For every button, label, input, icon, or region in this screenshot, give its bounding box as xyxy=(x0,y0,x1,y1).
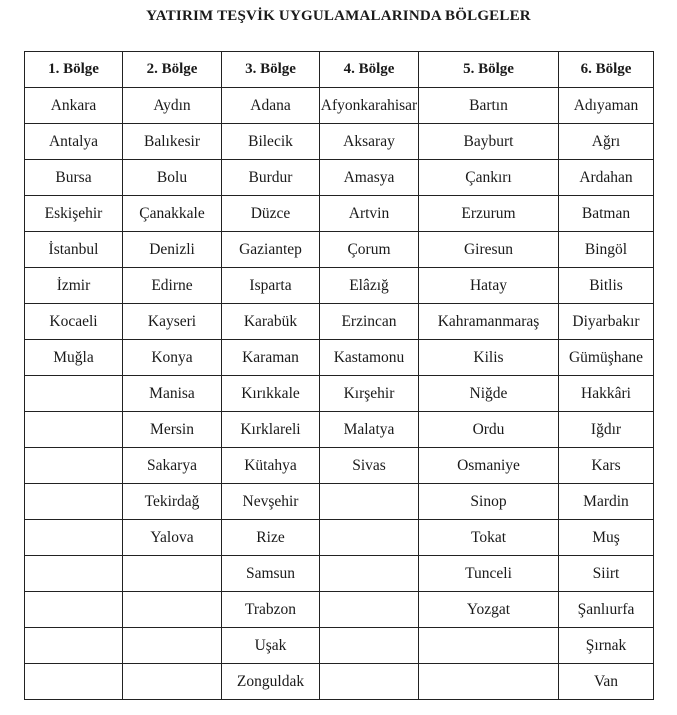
table-cell xyxy=(320,628,419,664)
table-header-row xyxy=(25,52,654,88)
table-cell: Muş xyxy=(559,520,654,556)
table-cell xyxy=(25,448,123,484)
table-cell: Karabük xyxy=(222,304,320,340)
table-cell: Kırklareli xyxy=(222,412,320,448)
table-cell: Zonguldak xyxy=(222,664,320,700)
table-cell: Denizli xyxy=(123,232,222,268)
table-body xyxy=(25,88,654,700)
table-cell: Kilis xyxy=(419,340,559,376)
table-row xyxy=(25,376,654,412)
table-cell: Trabzon xyxy=(222,592,320,628)
table-cell: Muğla xyxy=(25,340,123,376)
table-cell: Balıkesir xyxy=(123,124,222,160)
document-title: YATIRIM TEŞVİK UYGULAMALARINDA BÖLGELER xyxy=(146,8,531,24)
table-cell: Şırnak xyxy=(559,628,654,664)
table-cell: Iğdır xyxy=(559,412,654,448)
table-row xyxy=(25,412,654,448)
table-cell: Çankırı xyxy=(419,160,559,196)
table-cell: Bayburt xyxy=(419,124,559,160)
table-cell xyxy=(25,664,123,700)
table-cell: Mersin xyxy=(123,412,222,448)
table-cell: Adıyaman xyxy=(559,88,654,124)
column-header: 5. Bölge xyxy=(419,52,559,88)
table-cell xyxy=(320,664,419,700)
table-cell: Uşak xyxy=(222,628,320,664)
table-cell: Hatay xyxy=(419,268,559,304)
table-cell: Niğde xyxy=(419,376,559,412)
table-cell: Giresun xyxy=(419,232,559,268)
table-cell: Gaziantep xyxy=(222,232,320,268)
table-cell: Nevşehir xyxy=(222,484,320,520)
table-cell: Sakarya xyxy=(123,448,222,484)
table-cell: Düzce xyxy=(222,196,320,232)
table-row xyxy=(25,556,654,592)
table-cell: Bitlis xyxy=(559,268,654,304)
column-header: 2. Bölge xyxy=(123,52,222,88)
table-cell: Van xyxy=(559,664,654,700)
table-cell: İstanbul xyxy=(25,232,123,268)
table-cell xyxy=(123,592,222,628)
table-cell: Artvin xyxy=(320,196,419,232)
table-cell: Bartın xyxy=(419,88,559,124)
table-cell: Batman xyxy=(559,196,654,232)
table-cell: Tokat xyxy=(419,520,559,556)
table-cell: Hakkâri xyxy=(559,376,654,412)
table-row xyxy=(25,196,654,232)
table-row xyxy=(25,520,654,556)
table-row xyxy=(25,592,654,628)
table-cell: Bingöl xyxy=(559,232,654,268)
table-row xyxy=(25,304,654,340)
table-cell: Edirne xyxy=(123,268,222,304)
table-cell: Manisa xyxy=(123,376,222,412)
table-cell: Kars xyxy=(559,448,654,484)
table-cell: Kastamonu xyxy=(320,340,419,376)
table-cell: Karaman xyxy=(222,340,320,376)
table-cell xyxy=(123,628,222,664)
table-cell: Kırıkkale xyxy=(222,376,320,412)
table-cell: Tekirdağ xyxy=(123,484,222,520)
table-cell: Kahramanmaraş xyxy=(419,304,559,340)
table-cell: Yalova xyxy=(123,520,222,556)
table-cell: Sivas xyxy=(320,448,419,484)
table-cell: Kırşehir xyxy=(320,376,419,412)
table-cell: Erzincan xyxy=(320,304,419,340)
table-cell: Rize xyxy=(222,520,320,556)
table-cell xyxy=(25,592,123,628)
table-row xyxy=(25,484,654,520)
table-cell xyxy=(320,592,419,628)
table-cell xyxy=(25,484,123,520)
table-cell: İzmir xyxy=(25,268,123,304)
table-cell: Afyonkarahisar xyxy=(320,88,419,124)
table-cell xyxy=(123,664,222,700)
table-cell: Elâzığ xyxy=(320,268,419,304)
table-cell xyxy=(25,412,123,448)
table-cell: Siirt xyxy=(559,556,654,592)
table-cell: Kütahya xyxy=(222,448,320,484)
column-header: 4. Bölge xyxy=(320,52,419,88)
table-cell: Aksaray xyxy=(320,124,419,160)
table-cell: Ordu xyxy=(419,412,559,448)
table-cell: Ardahan xyxy=(559,160,654,196)
table-cell: Malatya xyxy=(320,412,419,448)
table-row xyxy=(25,124,654,160)
table-cell: Adana xyxy=(222,88,320,124)
table-cell xyxy=(25,520,123,556)
table-cell xyxy=(320,556,419,592)
table-row xyxy=(25,160,654,196)
table-row xyxy=(25,88,654,124)
table-cell: Şanlıurfa xyxy=(559,592,654,628)
table-cell: Diyarbakır xyxy=(559,304,654,340)
table-cell: Ağrı xyxy=(559,124,654,160)
table-cell: Aydın xyxy=(123,88,222,124)
table-row xyxy=(25,268,654,304)
table-cell: Erzurum xyxy=(419,196,559,232)
table-cell: Yozgat xyxy=(419,592,559,628)
table-row xyxy=(25,664,654,700)
table-cell: Çorum xyxy=(320,232,419,268)
table-cell: Burdur xyxy=(222,160,320,196)
table-row xyxy=(25,628,654,664)
column-header: 6. Bölge xyxy=(559,52,654,88)
table-cell: Ankara xyxy=(25,88,123,124)
table-cell: Çanakkale xyxy=(123,196,222,232)
table-cell: Sinop xyxy=(419,484,559,520)
table-cell xyxy=(419,664,559,700)
table-cell: Eskişehir xyxy=(25,196,123,232)
table-cell: Bursa xyxy=(25,160,123,196)
table-cell: Kayseri xyxy=(123,304,222,340)
table-cell: Antalya xyxy=(25,124,123,160)
table-cell: Konya xyxy=(123,340,222,376)
table-cell: Samsun xyxy=(222,556,320,592)
table-row xyxy=(25,448,654,484)
table-cell xyxy=(123,556,222,592)
table-cell xyxy=(419,628,559,664)
table-cell: Kocaeli xyxy=(25,304,123,340)
column-header: 3. Bölge xyxy=(222,52,320,88)
table-cell xyxy=(320,484,419,520)
table-cell: Isparta xyxy=(222,268,320,304)
table-cell: Bolu xyxy=(123,160,222,196)
table-cell xyxy=(25,628,123,664)
table-row xyxy=(25,232,654,268)
table-cell xyxy=(25,376,123,412)
table-row xyxy=(25,340,654,376)
table-cell: Osmaniye xyxy=(419,448,559,484)
table-cell: Gümüşhane xyxy=(559,340,654,376)
table-cell: Mardin xyxy=(559,484,654,520)
table-cell: Tunceli xyxy=(419,556,559,592)
table-cell xyxy=(25,556,123,592)
table-cell xyxy=(320,520,419,556)
table-cell: Amasya xyxy=(320,160,419,196)
table-cell: Bilecik xyxy=(222,124,320,160)
column-header: 1. Bölge xyxy=(25,52,123,88)
regions-table xyxy=(24,51,654,700)
